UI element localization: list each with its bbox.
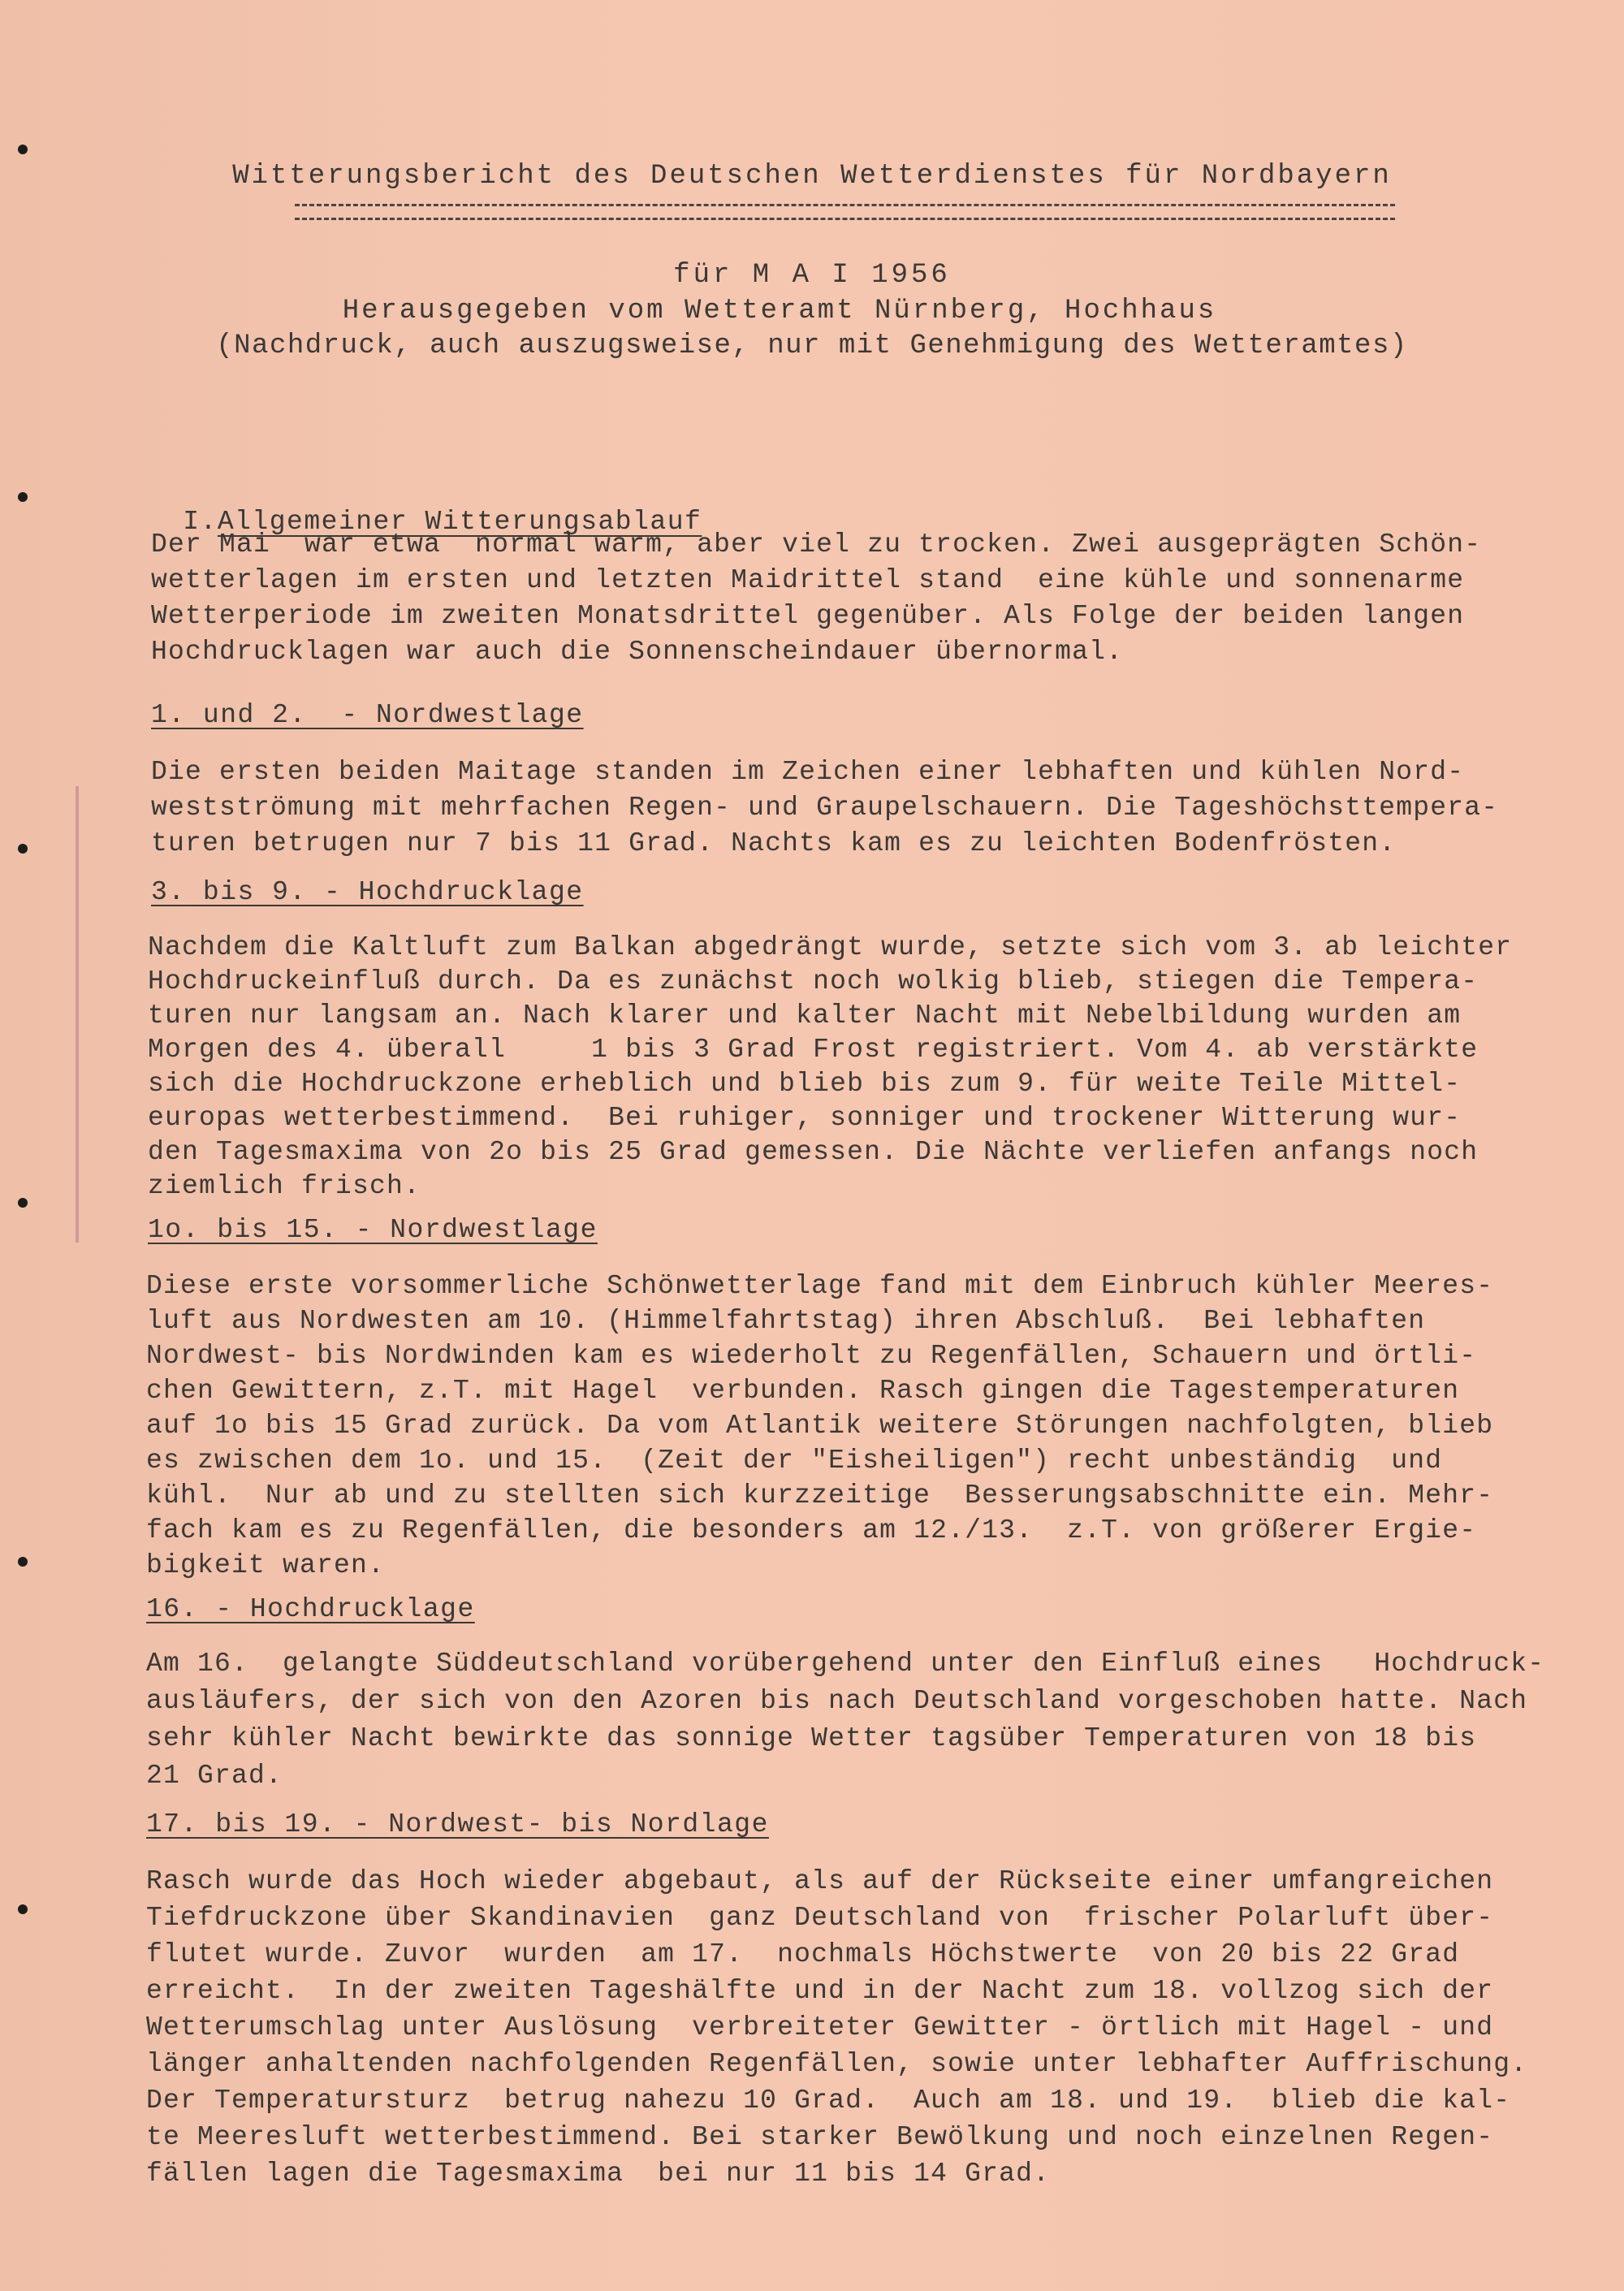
month-line: für M A I 1956 xyxy=(673,260,951,291)
text-line: sehr kühler Nacht bewirkte das sonnige Wetter tagsüber Temperaturen von 18 bis xyxy=(146,1723,1477,1753)
text-line: Morgen des 4. überall 1 bis 3 Grad Frost registriert. Vom 4. ab verstärkte xyxy=(148,1035,1479,1065)
punch-hole xyxy=(18,492,28,502)
text-line: Nachdem die Kaltluft zum Balkan abgedrängt wurde, setzte sich vom 3. ab leichter xyxy=(148,932,1513,962)
text-line: Hochdrucklagen war auch die Sonnenscheindauer übernormal. xyxy=(151,637,1124,667)
text-line: te Meeresluft wetterbestimmend. Bei starker Bewölkung und noch einzelnen Regen- xyxy=(146,2122,1494,2152)
text-line: erreicht. In der zweiten Tageshälfte und in der Nacht zum 18. vollzog sich der xyxy=(146,1976,1494,2006)
text-line: chen Gewittern, z.T. mit Hagel verbunden. Rasch gingen die Tagestemperaturen xyxy=(146,1376,1460,1406)
reprint-note: (Nachdruck, auch auszugsweise, nur mit Genehmigung des Wetteramtes) xyxy=(216,331,1408,361)
text-line: westströmung mit mehrfachen Regen- und Graupelschauern. Die Tageshöchsttempera- xyxy=(151,793,1499,823)
section-title: Allgemeiner Witterungsablauf xyxy=(217,507,702,537)
text-line: wetterlagen im ersten und letzten Maidrittel stand eine kühle und sonnenarme xyxy=(151,565,1465,595)
punch-hole xyxy=(18,844,28,854)
section-number: I. xyxy=(183,507,218,537)
text-line: turen betrugen nur 7 bis 11 Grad. Nachts kam es zu leichten Bodenfrösten. xyxy=(151,828,1397,858)
period-heading: 1o. bis 15. - Nordwestlage xyxy=(148,1215,598,1245)
punch-hole xyxy=(18,1557,28,1567)
text-line: fach kam es zu Regenfällen, die besonders am 12./13. z.T. von größerer Ergie- xyxy=(146,1515,1477,1545)
text-line: sich die Hochdruckzone erheblich und blieb bis zum 9. für weite Teile Mittel- xyxy=(148,1069,1462,1099)
text-line: Wetterperiode im zweiten Monatsdrittel gegenüber. Als Folge der beiden langen xyxy=(151,601,1465,631)
publisher-line: Herausgegeben vom Wetteramt Nürnberg, Hochhaus xyxy=(342,296,1217,326)
period-heading: 17. bis 19. - Nordwest- bis Nordlage xyxy=(146,1809,769,1839)
text-line: Wetterumschlag unter Auslösung verbreiteter Gewitter - örtlich mit Hagel - und xyxy=(146,2012,1494,2042)
text-line: Die ersten beiden Maitage standen im Zeichen einer lebhaften und kühlen Nord- xyxy=(151,757,1465,787)
text-line: fällen lagen die Tagesmaxima bei nur 11 bis 14 Grad. xyxy=(146,2159,1051,2189)
punch-hole xyxy=(18,145,28,154)
text-line: 21 Grad. xyxy=(146,1761,283,1791)
punch-hole xyxy=(18,1904,28,1914)
period-heading: 1. und 2. - Nordwestlage xyxy=(151,700,584,730)
text-line: Rasch wurde das Hoch wieder abgebaut, als auf der Rückseite einer umfangreichen xyxy=(146,1866,1494,1896)
punch-hole xyxy=(18,1198,28,1208)
period-heading: 16. - Hochdrucklage xyxy=(146,1594,475,1624)
title-double-rule xyxy=(295,204,1395,220)
report-title: Witterungsbericht des Deutschen Wetterdienstes für Nordbayern xyxy=(232,161,1392,192)
text-line: Hochdruckeinfluß durch. Da es zunächst noch wolkig blieb, stiegen die Tempera- xyxy=(148,966,1479,996)
text-line: Diese erste vorsommerliche Schönwetterlage fand mit dem Einbruch kühler Meeres- xyxy=(146,1271,1494,1301)
text-line: ausläufers, der sich von den Azoren bis nach Deutschland vorgeschoben hatte. Nach xyxy=(146,1686,1528,1716)
text-line: Der Mai war etwa normal warm, aber viel zu trocken. Zwei ausgeprägten Schön- xyxy=(151,530,1482,560)
text-line: den Tagesmaxima von 2o bis 25 Grad gemessen. Die Nächte verliefen anfangs noch xyxy=(148,1137,1479,1167)
margin-mark xyxy=(76,786,79,1243)
text-line: Nordwest- bis Nordwinden kam es wiederholt zu Regenfällen, Schauern und örtli- xyxy=(146,1341,1477,1371)
text-line: es zwischen dem 1o. und 15. (Zeit der "Eisheiligen") recht unbeständig und xyxy=(146,1446,1443,1476)
text-line: kühl. Nur ab und zu stellten sich kurzzeitige Besserungsabschnitte ein. Mehr- xyxy=(146,1481,1494,1511)
text-line: turen nur langsam an. Nach klarer und kalter Nacht mit Nebelbildung wurden am xyxy=(148,1001,1462,1031)
text-line: auf 1o bis 15 Grad zurück. Da vom Atlantik weitere Störungen nachfolgten, blieb xyxy=(146,1411,1494,1441)
text-line: Am 16. gelangte Süddeutschland vorübergehend unter den Einfluß eines Hochdruck- xyxy=(146,1649,1545,1679)
period-heading: 3. bis 9. - Hochdrucklage xyxy=(151,877,584,907)
text-line: flutet wurde. Zuvor wurden am 17. nochmals Höchstwerte von 20 bis 22 Grad xyxy=(146,1939,1460,1969)
text-line: Tiefdruckzone über Skandinavien ganz Deutschland von frischer Polarluft über- xyxy=(146,1903,1494,1933)
text-line: länger anhaltenden nachfolgenden Regenfällen, sowie unter lebhafter Auffrischung. xyxy=(146,2049,1528,2079)
text-line: bigkeit waren. xyxy=(146,1550,386,1580)
text-line: Der Temperatursturz betrug nahezu 10 Grad. Auch am 18. und 19. blieb die kal- xyxy=(146,2086,1511,2116)
text-line: luft aus Nordwesten am 10. (Himmelfahrtstag) ihren Abschluß. Bei lebhaften xyxy=(146,1306,1426,1336)
text-line: ziemlich frisch. xyxy=(148,1171,421,1201)
text-line: europas wetterbestimmend. Bei ruhiger, sonniger und trockener Witterung wur- xyxy=(148,1103,1462,1133)
